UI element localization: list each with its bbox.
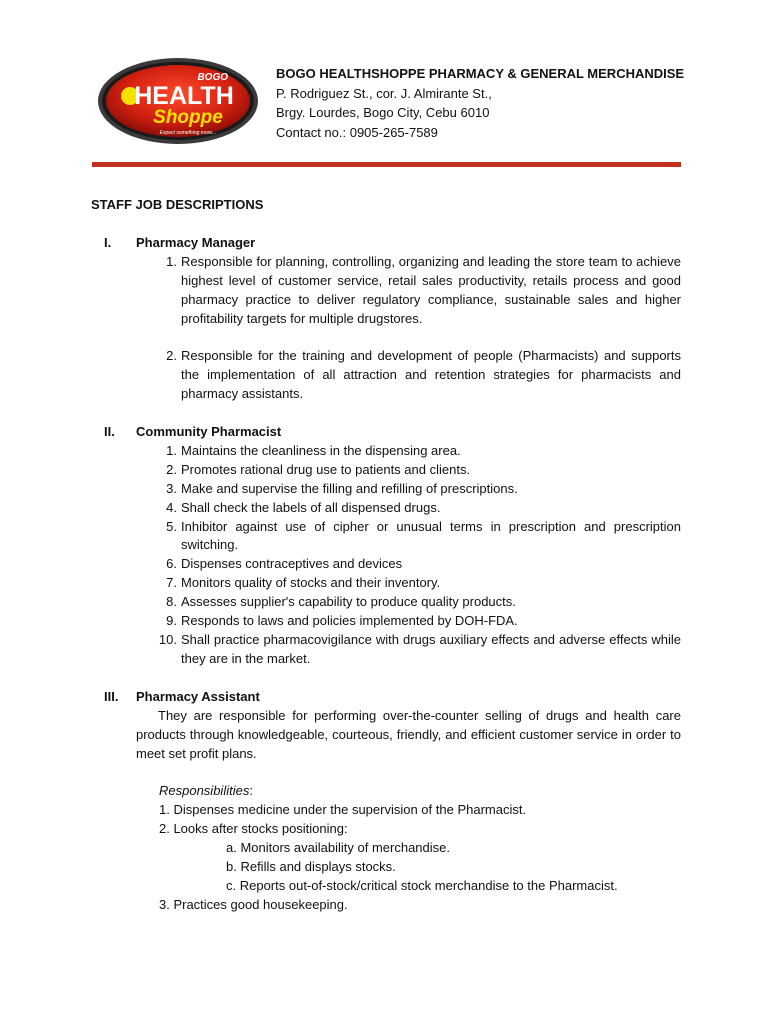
section-heading xyxy=(91,688,681,707)
list-spacer xyxy=(91,328,681,347)
item-text: Promotes rational drug use to patients and clients. xyxy=(181,461,471,477)
item-text: Dispenses contraceptives and devices xyxy=(181,556,403,572)
responsibilities-colon: : xyxy=(249,783,253,799)
address-line-2: Brgy. Lourdes, Bogo City, Cebu 6010 xyxy=(276,105,490,120)
item-text: Shall practice pharmacovigilance with drugs auxiliary effects and adverse effects while they are in the market. xyxy=(181,632,681,666)
item-number: 3. xyxy=(166,480,177,496)
list-item xyxy=(91,612,681,631)
section-numeral: II. xyxy=(104,424,115,440)
logo-tagline: Expect something more... xyxy=(159,130,217,136)
item-text: Responds to laws and policies implemented by DOH-FDA. xyxy=(181,613,518,629)
document-title: STAFF JOB DESCRIPTIONS xyxy=(91,197,264,212)
logo-main-text: HEALTH xyxy=(134,82,234,110)
item-number: 5. xyxy=(166,518,177,534)
organization-name: BOGO HEALTHSHOPPE PHARMACY & GENERAL MERCHANDISE xyxy=(276,66,685,81)
item-text: Make and supervise the filling and refilling of prescriptions. xyxy=(181,480,518,496)
item-number: 1. xyxy=(166,442,177,458)
section-title: Community Pharmacist xyxy=(136,424,282,440)
responsibilities-label-text: Responsibilities xyxy=(159,783,250,799)
item-number: 1. xyxy=(166,253,177,269)
list-item xyxy=(91,555,681,574)
item-number: 4. xyxy=(166,499,177,515)
item-number: 9. xyxy=(166,613,177,629)
logo-graphic xyxy=(96,56,260,146)
section-title: Pharmacy Assistant xyxy=(136,688,260,704)
responsibility-item: 3. Practices good housekeeping. xyxy=(159,896,348,912)
item-text: Responsible for the training and development of people (Pharmacists) and supports the implementation of all attraction and retention strategies for pharmacists and pharmacy assistants. xyxy=(181,348,681,402)
section-heading xyxy=(91,234,681,253)
header-rule xyxy=(92,162,681,167)
logo-top-text: BOGO xyxy=(197,72,228,83)
responsibility-subitem: b. Refills and displays stocks. xyxy=(226,858,396,874)
company-logo xyxy=(96,56,260,146)
logo-sub-text: Shoppe xyxy=(153,107,223,128)
item-text: Shall check the labels of all dispensed drugs. xyxy=(181,499,441,515)
section-intro: They are responsible for performing over-the-counter selling of drugs and health care products through knowledgeable, courteous, friendly, and efficient customer service in order to meet set profit plans. xyxy=(136,707,681,761)
item-number: 10. xyxy=(158,632,177,648)
section-numeral: III. xyxy=(104,688,119,704)
duties-list xyxy=(91,442,681,669)
section-pharmacy-assistant xyxy=(91,688,681,915)
list-item xyxy=(91,347,681,404)
section-community-pharmacist xyxy=(91,423,681,669)
responsibility-item: 1. Dispenses medicine under the supervision of the Pharmacist. xyxy=(159,802,527,818)
list-item xyxy=(91,461,681,480)
item-text: Monitors quality of stocks and their inventory. xyxy=(181,575,441,591)
document-body xyxy=(91,196,681,915)
responsibility-subitem: c. Reports out-of-stock/critical stock merchandise to the Pharmacist. xyxy=(226,877,618,893)
responsibility-subitem: a. Monitors availability of merchandise. xyxy=(226,840,450,856)
list-item xyxy=(91,442,681,461)
list-item xyxy=(91,593,681,612)
list-item xyxy=(91,631,681,669)
item-number: 6. xyxy=(166,556,177,572)
duties-list xyxy=(91,253,681,404)
list-item xyxy=(91,518,681,556)
item-number: 2. xyxy=(166,461,177,477)
list-item xyxy=(91,574,681,593)
item-number: 2. xyxy=(166,348,177,364)
list-item xyxy=(91,253,681,329)
item-text: Maintains the cleanliness in the dispensing area. xyxy=(181,442,461,458)
item-number: 7. xyxy=(166,575,177,591)
section-numeral: I. xyxy=(104,234,112,250)
section-heading xyxy=(91,423,681,442)
contact-number: Contact no.: 0905-265-7589 xyxy=(276,124,438,140)
section-title: Pharmacy Manager xyxy=(136,234,256,250)
responsibilities-label xyxy=(91,782,681,801)
address-line-1: P. Rodriguez St., cor. J. Almirante St., xyxy=(276,85,492,101)
responsibility-item: 2. Looks after stocks positioning: xyxy=(159,821,348,837)
list-item xyxy=(91,480,681,499)
section-pharmacy-manager xyxy=(91,234,681,404)
item-text: Responsible for planning, controlling, organizing and leading the store team to achieve highest level of customer service, retail sales productivity, retails process and good pharmacy practice to deliver regulatory compliance, sustainable sales and higher profitability targets for multiple drugstores. xyxy=(181,253,681,326)
item-text: Inhibitor against use of cipher or unusual terms in prescription and prescription switching. xyxy=(181,518,681,553)
list-item xyxy=(91,499,681,518)
organization-info xyxy=(276,64,684,142)
item-text: Assesses supplier's capability to produce quality products. xyxy=(181,594,516,610)
item-number: 8. xyxy=(166,594,177,610)
